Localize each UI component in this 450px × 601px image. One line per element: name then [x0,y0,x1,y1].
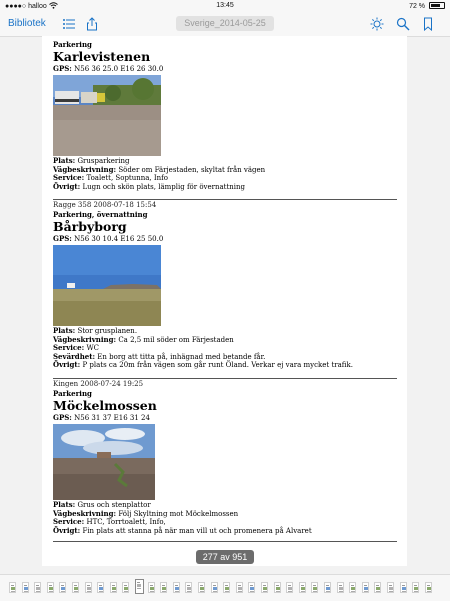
detail-text: Grus och stenplattor [75,501,151,509]
entry-meta: Ragge 358 2008-07-18 15:54 [53,201,157,209]
battery-group [409,2,445,10]
page-thumbnail[interactable] [337,582,344,593]
page-thumbnail[interactable] [299,582,306,593]
page-thumbnail[interactable] [173,582,180,593]
page-thumbnail[interactable] [148,582,155,593]
page-thumbnail[interactable] [198,582,205,593]
gps-label: GPS: [53,413,72,422]
page-thumbnail[interactable] [248,582,255,593]
entry-category: Parkering [53,389,92,398]
detail-line [53,344,397,353]
detail-text: HTC, Torrtoalett, Info, [84,518,166,527]
page-thumbnail[interactable] [97,582,104,593]
entry-divider [53,541,397,542]
entry-divider [53,378,397,379]
photo-barbyborg [53,245,161,326]
status-bar [0,0,450,12]
library-button[interactable]: Bibliotek [8,18,46,29]
page-thumbnail[interactable] [110,582,117,593]
page-thumbnail[interactable] [374,582,381,593]
page-thumbnail[interactable] [274,582,281,593]
detail-line [53,518,397,527]
page-thumbnail[interactable] [324,582,331,593]
page-thumbnail[interactable] [85,582,92,593]
detail-text: Stor grusplanen. [75,327,138,335]
detail-text: P plats ca 20m från vägen som går runt Öland. Verkar ej vara mycket trafik. [80,361,353,370]
page-thumbnail[interactable] [160,582,167,593]
detail-line [53,183,397,192]
entry-mockelmossen [53,380,397,535]
entry-meta: Kingen 2008-07-24 19:25 [53,380,144,388]
detail-label: Service: [53,517,85,527]
detail-text: Ca 2,5 mil söder om Färjestaden [116,335,234,344]
detail-line [53,166,397,175]
page-thumbnail[interactable] [122,582,129,593]
entry-gps [53,234,397,244]
entry-name: Möckelmossen [53,398,157,413]
detail-text: Lugn och skön plats, lämplig för övernattning [80,182,246,191]
search-icon[interactable] [396,17,410,31]
detail-label: Service: [53,343,85,353]
detail-text: Toalett, Soptunna, Info [84,174,168,183]
page-thumbnail[interactable] [47,582,54,593]
gps-value: N56 36 25.0 E16 26 30.0 [74,65,164,73]
detail-label: Övrigt: [53,525,81,535]
detail-label: Plats: [53,326,76,335]
detail-label: Vägbeskrivning: [53,164,117,174]
detail-line [53,527,397,536]
page-thumbnail[interactable] [185,582,192,593]
entry-divider [53,199,397,200]
current-page-thumbnail[interactable] [135,579,144,594]
page-thumbnail[interactable] [400,582,407,593]
detail-text: Söder om Färjestaden, skyltat från vägen [116,165,266,174]
gps-label: GPS: [53,234,72,243]
brightness-icon[interactable] [370,17,384,31]
detail-label: Plats: [53,500,76,509]
detail-line [53,510,397,519]
signal-dots: ●●●●○ [5,3,27,10]
page-thumbnail[interactable] [362,582,369,593]
detail-line [53,174,397,183]
page-thumbnail[interactable] [387,582,394,593]
detail-text: Grusparkering [75,157,130,165]
detail-label: Övrigt: [53,360,81,370]
battery-icon [429,2,445,9]
list-icon[interactable] [62,17,76,31]
share-icon[interactable] [85,17,99,31]
battery-percent: 72 % [409,3,426,10]
page-thumbnail[interactable] [59,582,66,593]
photo-mockelmossen [53,424,155,500]
gps-value: N56 30 10.4 E16 25 50.0 [74,235,164,243]
detail-line [53,336,397,345]
photo-karlevistenen [53,75,161,156]
detail-text: En borg att titta på, inhägnad med betande får. [95,352,266,361]
page-scrubber[interactable] [0,574,450,601]
entry-name: Bårbyborg [53,219,127,234]
detail-text: Följ Skyltning mot Möckelmossen [116,509,239,518]
page-thumbnail[interactable] [286,582,293,593]
page-thumbnail[interactable] [9,582,16,593]
carrier-name: halloo [28,3,47,10]
page-thumbnail[interactable] [412,582,419,593]
detail-label: Övrigt: [53,181,81,191]
detail-label: Vägbeskrivning: [53,334,117,344]
detail-text: Fin plats att stanna på när man vill ut och promenera på Alvaret [80,526,312,535]
entry-karlevistenen [53,40,397,191]
entry-barbyborg [53,201,397,370]
status-time: 13:45 [216,2,234,9]
page-thumbnail[interactable] [425,582,432,593]
detail-text: WC [84,344,100,353]
page-thumbnail[interactable] [236,582,243,593]
page-thumbnail[interactable] [261,582,268,593]
page-indicator: 277 av 951 [196,550,254,564]
page-thumbnail[interactable] [311,582,318,593]
entry-name: Karlevistenen [53,49,151,64]
gps-label: GPS: [53,64,72,73]
detail-label: Vägbeskrivning: [53,508,117,518]
page-thumbnail[interactable] [211,582,218,593]
page-thumbnail[interactable] [72,582,79,593]
page-thumbnail[interactable] [22,582,29,593]
detail-label: Plats: [53,156,76,165]
entry-category: Parkering, övernattning [53,210,148,219]
entry-category: Parkering [53,40,92,49]
gps-value: N56 31 37 E16 31 24 [74,414,150,422]
page-thumbnail[interactable] [349,582,356,593]
reader-toolbar [0,12,450,37]
entry-gps [53,64,397,74]
entry-gps [53,413,397,423]
document-title: Sverige_2014-05-25 [176,16,274,31]
page-thumbnail[interactable] [223,582,230,593]
page-thumbnail[interactable] [34,582,41,593]
detail-line [53,361,397,370]
bookmark-icon[interactable] [421,17,435,31]
book-page[interactable] [42,36,407,566]
detail-label: Service: [53,173,85,183]
detail-label: Sevärdhet: [53,351,96,361]
